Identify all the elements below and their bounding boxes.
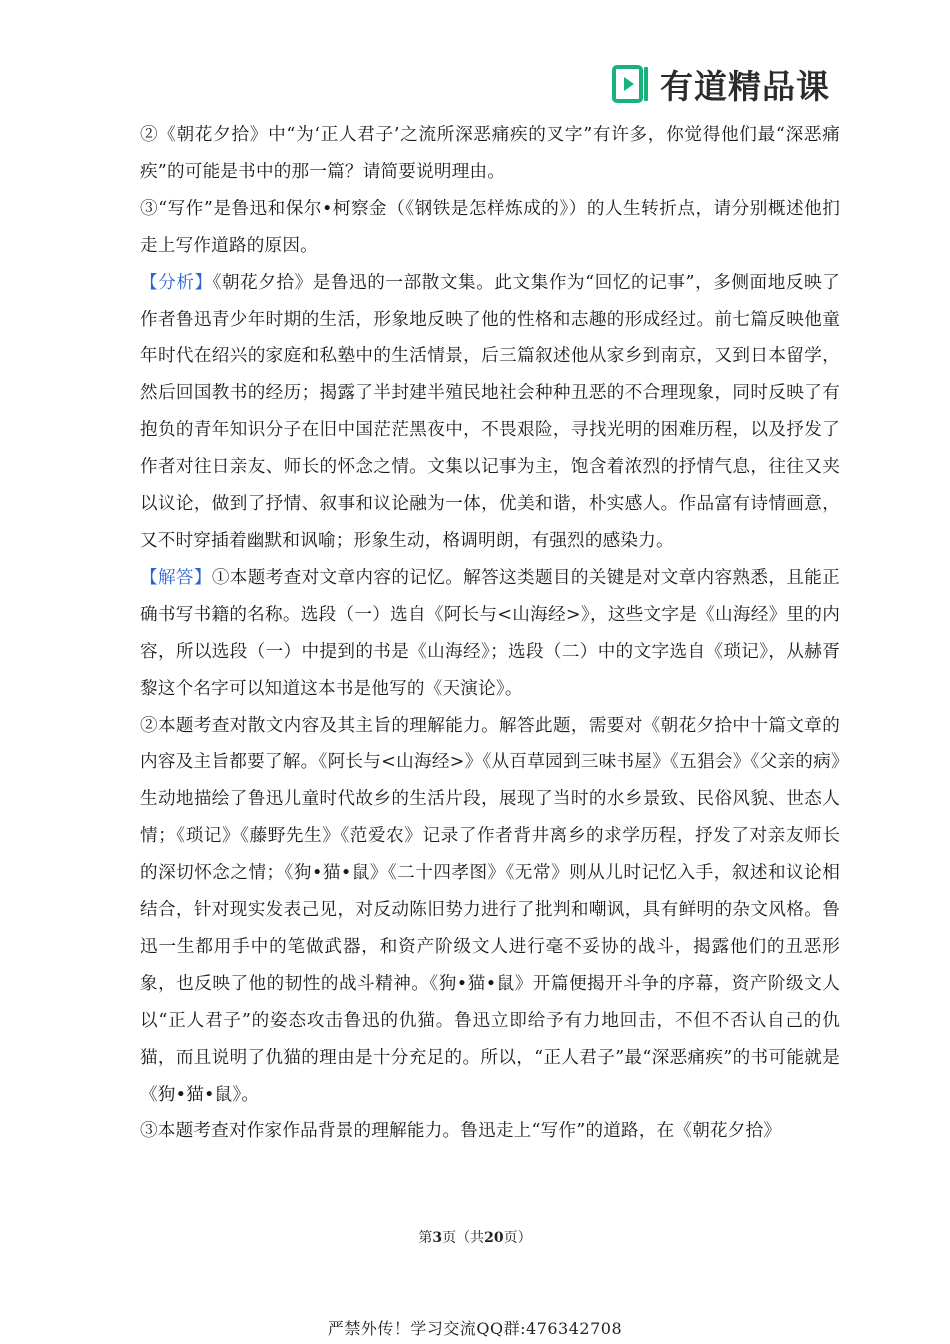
document-body (140, 117, 840, 1150)
paragraph-text: ③“写作”是鲁迅和保尔•柯察金（《钢铁是怎样炼成的》）的人生转折点，请分别概述他扪走上写作道路的原因。 (140, 198, 840, 256)
analysis-paragraph (140, 265, 840, 560)
current-page: 3 (432, 1230, 443, 1246)
page-prefix: 第 (418, 1230, 433, 1246)
paragraph-text: ③本题考查对作家作品背景的理解能力。鲁迅走上“写作”的道路，在《朝花夕拾》 (140, 1121, 782, 1142)
answer-paragraph-1 (140, 560, 840, 708)
youdao-play-icon (612, 64, 652, 104)
question-2 (140, 117, 840, 191)
paragraph-text: ②本题考查对散文内容及其主旨的理解能力。解答此题，需要对《朝花夕拾中十篇文章的内容及主旨都要了解。《阿长与<山海经>》《从百草园到三味书屋》《五猖会》《父亲的病》生动地描绘了鲁迅儿童时代故乡的生活片段，展现了当时的水乡景致、民俗风貌、世态人情；《琐记》《藤野先生》《范爱农》记录了作者背井离乡的求学历程，抒发了对亲友师长的深切怀念之情；《狗•猫•鼠》《二十四孝图》《无常》则从儿时记忆入手，叙述和议论相结合，针对现实发表己见，对反动陈旧势力进行了批判和嘲讽，具有鲜明的杂文风格。鲁迅一生都用手中的笔做武器，和资产阶级文人进行毫不妥协的战斗，揭露他们的丑恶形象，也反映了他的韧性的战斗精神。《狗•猫•鼠》开篇便揭开斗争的序幕，资产阶级文人以“正人君子”的姿态攻击鲁迅的仇猫。鲁迅立即给予有力地回击，不但不否认自己的仇猫，而且说明了仇猫的理由是十分充足的。所以，“正人君子”最“深恶痛疾”的书可能就是《狗•猫•鼠》。 (140, 715, 840, 1105)
brand-logo (612, 60, 830, 108)
answer-paragraph-2 (140, 708, 840, 1114)
analysis-tag: 【分析】 (140, 272, 213, 293)
page-mid: 页（共 (442, 1230, 485, 1246)
paragraph-text: ①本题考查对文章内容的记忆。解答这类题目的关键是对文章内容熟悉，且能正确书写书籍的名称。选段（一）选自《阿长与<山海经>》，这些文字是《山海经》里的内容，所以选段（一）中提到的书是《山海经》；选段（二）中的文字选自《琐记》，从赫胥黎这个名字可以知道这本书是他写的《天演论》。 (140, 567, 840, 699)
page-suffix: 页） (503, 1230, 532, 1246)
answer-paragraph-3 (140, 1113, 840, 1150)
question-3 (140, 191, 840, 265)
answer-tag: 【解答】 (140, 567, 212, 588)
distribution-notice: 严禁外传！学习交流QQ群:476342708 (327, 1319, 623, 1338)
page-number (0, 1227, 950, 1247)
paragraph-text: ②《朝花夕拾》中“为‘正人君子’之流所深恶痛疾的叉字”有许多，你觉得他们最“深恶痛疾”的可能是书中的那一篇？请简要说明理由。 (140, 125, 840, 182)
paragraph-text: 《朝花夕拾》是鲁迅的一部散文集。此文集作为“回忆的记事”，多侧面地反映了作者鲁迅青少年时期的生活，形象地反映了他的性格和志趣的形成经过。前七篇反映他童年时代在绍兴的家庭和私塾中的生活情景，后三篇叙述他从家乡到南京，又到日本留学，然后回国教书的经历；揭露了半封建半殖民地社会种种丑恶的不合理现象，同时反映了有抱负的青年知识分子在旧中国茫茫黑夜中，不畏艰险，寻找光明的困难历程，以及抒发了作者对往日亲友、师长的怀念之情。文集以记事为主，饱含着浓烈的抒情气息，往往又夹以议论，做到了抒情、叙事和议论融为一体，优美和谐，朴实感人。作品富有诗情画意，又不时穿插着幽默和讽喻；形象生动，格调明朗，有强烈的感染力。 (140, 272, 840, 551)
brand-name: 有道精品课 (660, 66, 830, 106)
total-pages: 20 (484, 1230, 504, 1246)
